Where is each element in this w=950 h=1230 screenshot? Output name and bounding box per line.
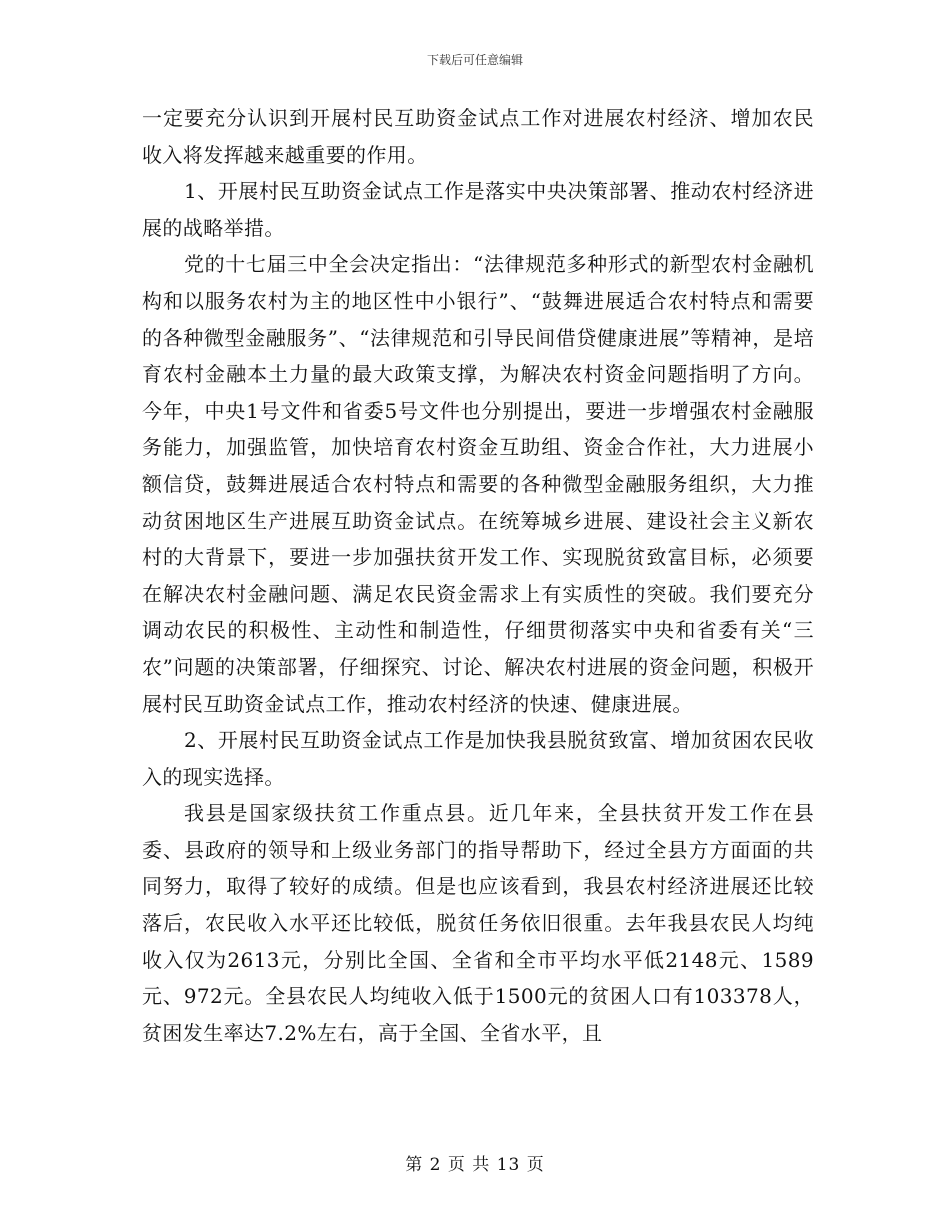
- document-body: [142, 100, 814, 1051]
- page-number-text: 第 2 页 共 13 页: [405, 1155, 545, 1175]
- paragraph-4: 2、开展村民互助资金试点工作是加快我县脱贫致富、增加贫困农民收入的现实选择。: [142, 728, 814, 789]
- paragraph-3: 党的十七届三中全会决定指出：“法律规范多种形式的新型农村金融机构和以服务农村为主的地区性中小银行”、“鼓舞进展适合农村特点和需要的各种微型金融服务”、“法律规范和引导民间借贷健康进展”等精神，是培育农村金融本土力量的最大政策支撑，为解决农村资金问题指明了方向。今年，中央1号文件和省委5号文件也分别提出，要进一步增强农村金融服务能力，加强监管，加快培育农村资金互助组、资金合作社，大力进展小额信贷，鼓舞进展适合农村特点和需要的各种微型金融服务组织，大力推动贫困地区生产进展互助资金试点。在统筹城乡进展、建设社会主义新农村的大背景下，要进一步加强扶贫开发工作、实现脱贫致富目标，必须要在解决农村金融问题、满足农民资金需求上有实质性的突破。我们要充分调动农民的积极性、主动性和制造性，仔细贯彻落实中央和省委有关“三农”问题的决策部署，仔细探究、讨论、解决农村进展的资金问题，积极开展村民互助资金试点工作，推动农村经济的快速、健康进展。: [142, 252, 814, 716]
- paragraph-2: 1、开展村民互助资金试点工作是落实中央决策部署、推动农村经济进展的战略举措。: [142, 179, 814, 240]
- page-header: [0, 52, 950, 68]
- paragraph-5: 我县是国家级扶贫工作重点县。近几年来，全县扶贫开发工作在县委、县政府的领导和上级业务部门的指导帮助下，经过全县方方面面的共同努力，取得了较好的成绩。但是也应该看到，我县农村经济进展还比较落后，农民收入水平还比较低，脱贫任务依旧很重。去年我县农民人均纯收入仅为2613元，分别比全国、全省和全市平均水平低2148元、1589元、972元。全县农民人均纯收入低于1500元的贫困人口有103378人，贫困发生率达7.2%左右，高于全国、全省水平，且: [142, 801, 814, 1045]
- page-footer: [0, 1154, 950, 1176]
- page-header-text: 下载后可任意编辑: [426, 53, 523, 67]
- paragraph-1: 一定要充分认识到开展村民互助资金试点工作对进展农村经济、增加农民收入将发挥越来越重要的作用。: [142, 106, 814, 167]
